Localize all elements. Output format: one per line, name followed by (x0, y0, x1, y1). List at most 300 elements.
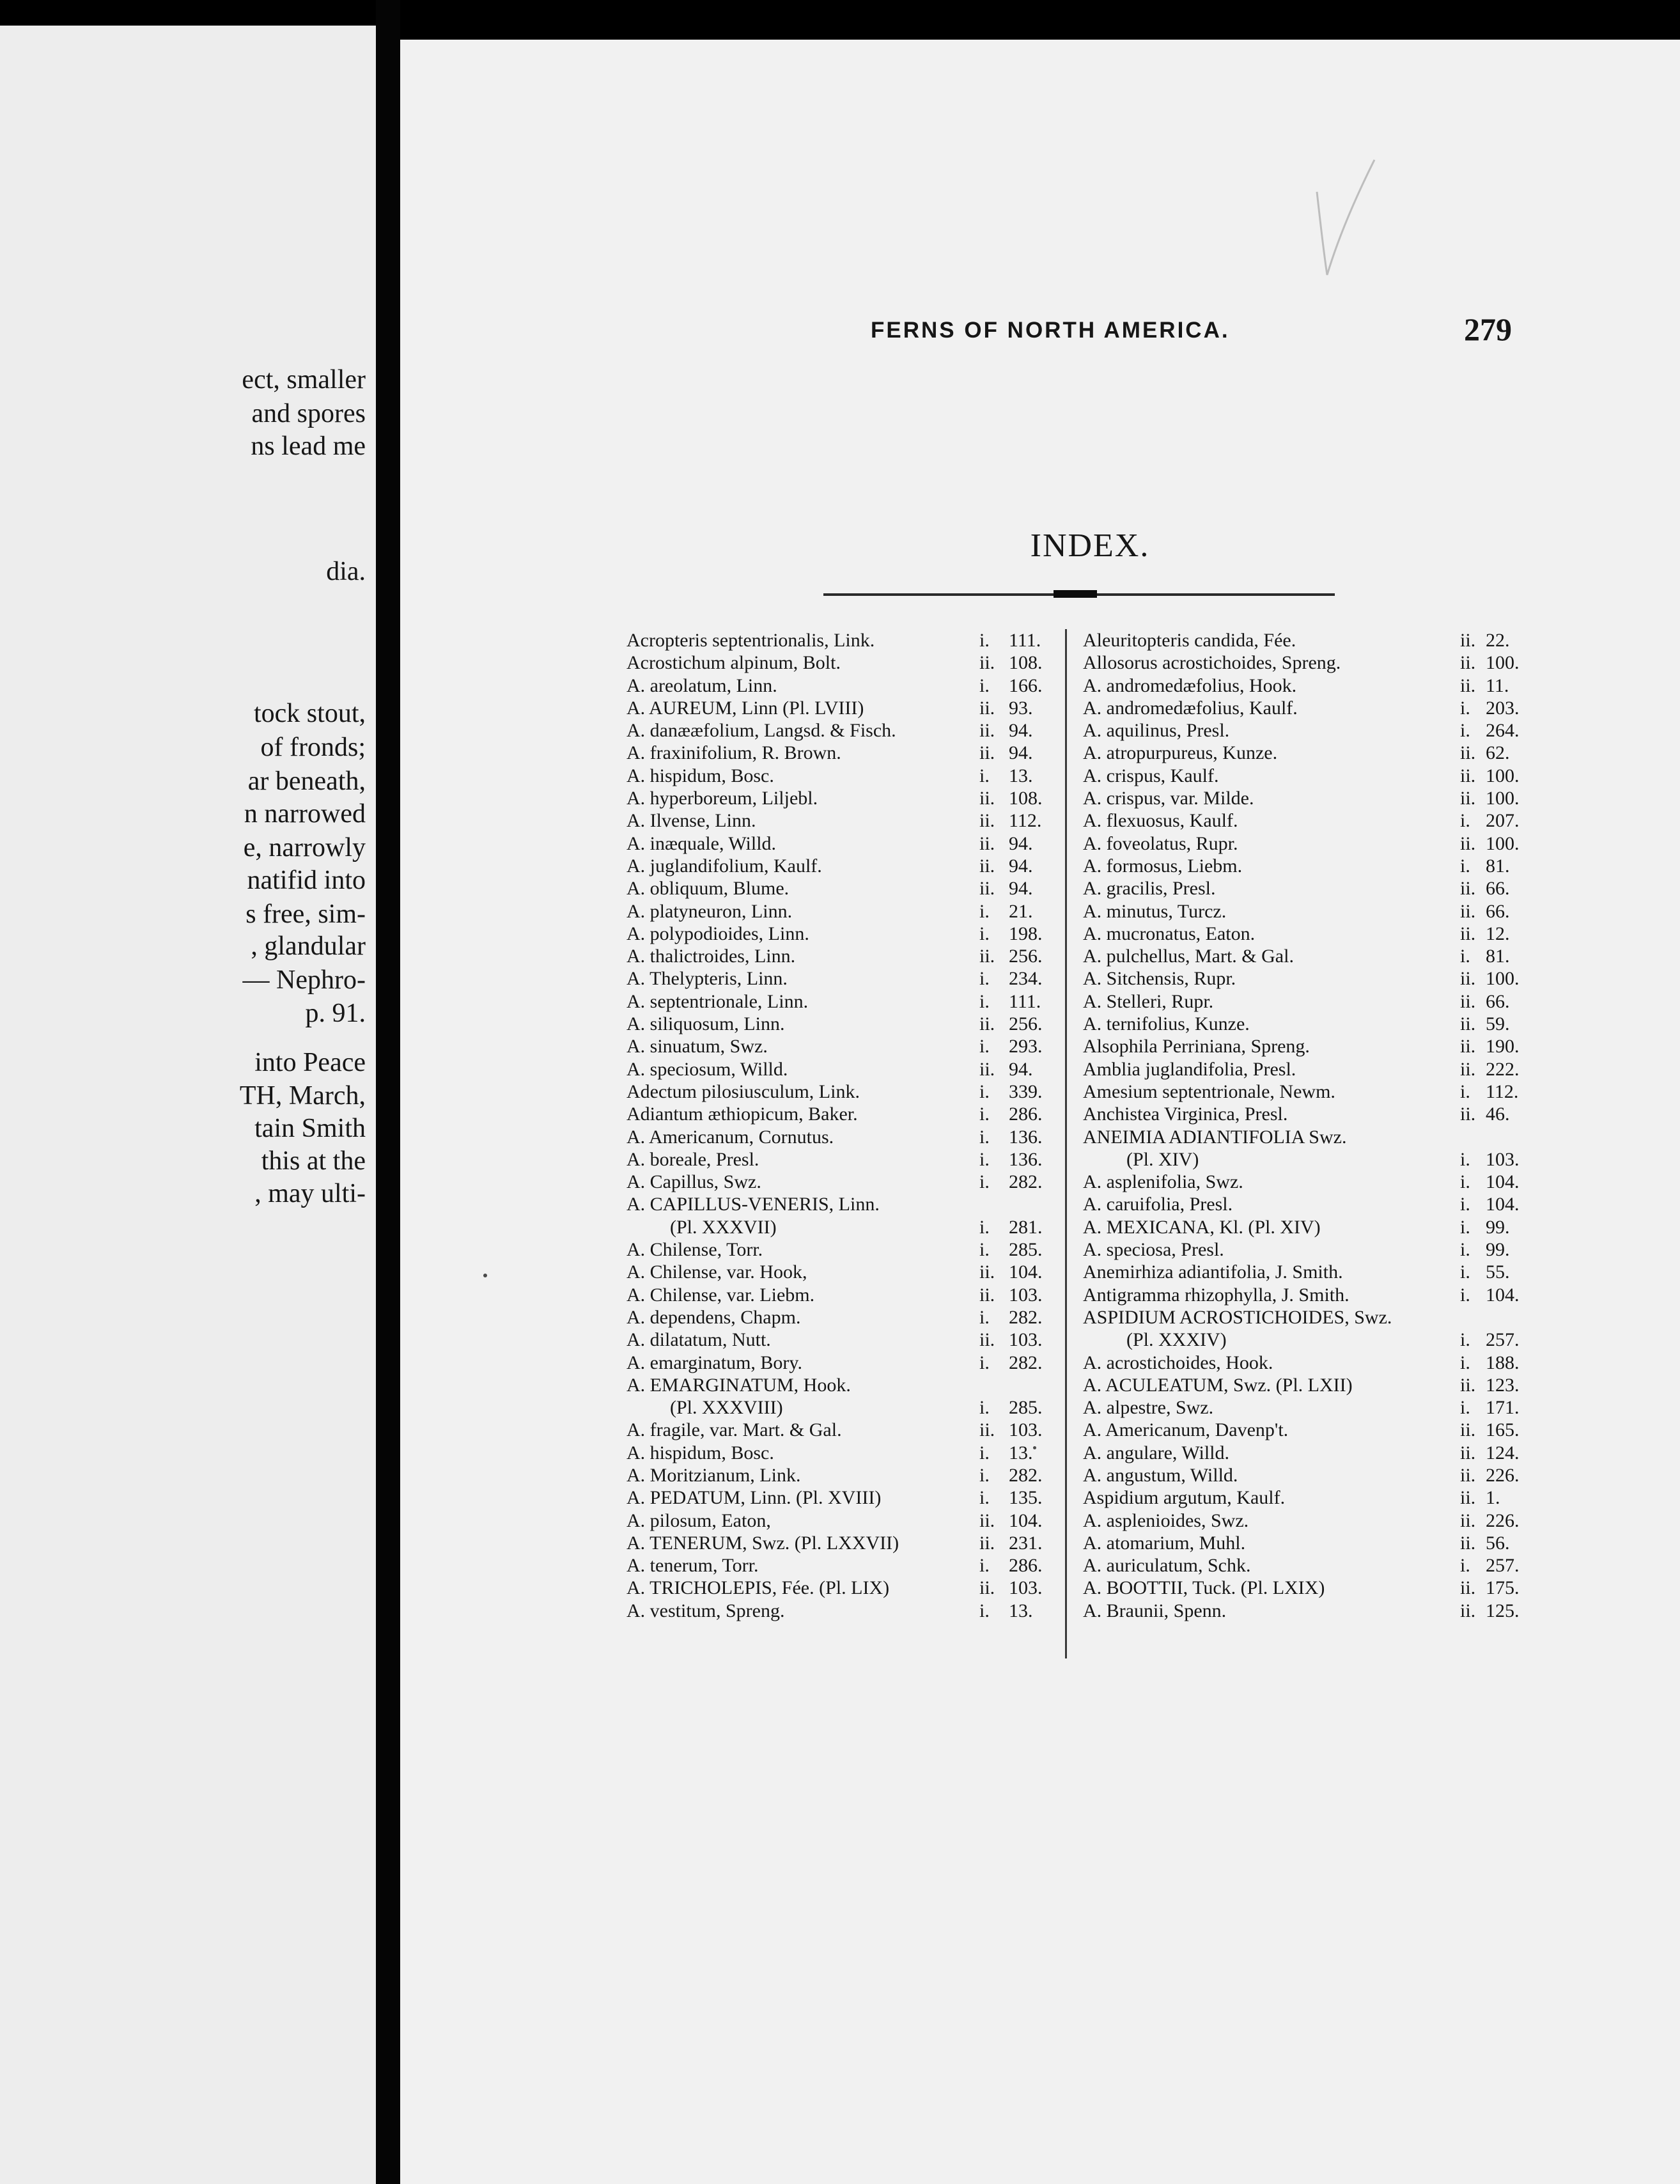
volume-number: ii. (1460, 1600, 1476, 1621)
index-entry (626, 1058, 1062, 1080)
index-entry (1083, 1442, 1524, 1464)
index-entry (626, 855, 1062, 877)
index-entry (1083, 1171, 1524, 1193)
volume-number: ii. (1460, 788, 1476, 809)
page-reference: 257. (1486, 1555, 1520, 1577)
volume-number: i. (1460, 1148, 1470, 1170)
index-entry (626, 1148, 1062, 1171)
volume-number: ii. (979, 1329, 995, 1351)
entry-name: A. platyneuron, Linn. (626, 900, 793, 922)
entry-name: A. pulchellus, Mart. & Gal. (1083, 946, 1294, 967)
index-entry (1083, 832, 1524, 855)
truncated-text-line: , may ulti- (254, 1179, 366, 1208)
page-reference: 94. (1009, 855, 1033, 877)
entry-name: (Pl. XXXVII) (670, 1216, 777, 1238)
index-entry (1083, 742, 1524, 764)
index-entry (626, 675, 1062, 697)
truncated-text-line: ect, smaller (242, 365, 366, 394)
truncated-text-line: of fronds; (260, 733, 366, 762)
index-entry (1083, 1374, 1524, 1396)
volume-number: i. (1460, 1171, 1470, 1193)
truncated-text-line: ns lead me (251, 432, 366, 461)
page-reference: 124. (1486, 1442, 1520, 1463)
page-number: 279 (1464, 311, 1512, 347)
page-reference: 94. (1009, 832, 1033, 854)
entry-name: A. thalictroides, Linn. (626, 946, 796, 967)
index-entry (626, 1442, 1062, 1464)
page-reference: 104. (1009, 1509, 1043, 1531)
entry-name: A. hyperboreum, Liljebl. (626, 788, 818, 809)
volume-number: i. (1460, 1555, 1470, 1577)
page-reference: 256. (1009, 946, 1043, 967)
volume-number: ii. (1460, 1013, 1476, 1035)
entry-name: A. Stelleri, Rupr. (1083, 990, 1214, 1012)
index-entry (1083, 1600, 1524, 1622)
entry-name: Acrostichum alpinum, Bolt. (626, 652, 841, 674)
index-entry (1083, 877, 1524, 900)
volume-number: i. (1460, 946, 1470, 967)
index-entry (626, 1193, 1062, 1215)
page-reference: 111. (1009, 630, 1041, 651)
entry-name: A. vestitum, Spreng. (626, 1600, 785, 1621)
volume-number: i. (1460, 720, 1470, 742)
volume-number: ii. (1460, 765, 1476, 786)
volume-number: i. (1460, 1284, 1470, 1306)
page-reference: 282. (1009, 1171, 1043, 1193)
entry-name: ANEIMIA ADIANTIFOLIA Swz. (1083, 1126, 1347, 1148)
index-entry (626, 809, 1062, 832)
truncated-text-line: tock stout, (254, 699, 366, 728)
truncated-text-line: dia. (326, 557, 366, 586)
index-entry (626, 1554, 1062, 1577)
index-entry (1083, 945, 1524, 967)
heading-rule-ornament (1054, 590, 1097, 598)
index-entry (626, 1374, 1062, 1396)
index-entry (1083, 1148, 1524, 1171)
page-reference: 136. (1009, 1126, 1043, 1148)
index-entry (626, 629, 1062, 651)
entry-name: A. AUREUM, Linn (Pl. LVIII) (626, 697, 864, 719)
entry-name: A. caruifolia, Presl. (1083, 1194, 1233, 1215)
page-reference: 59. (1486, 1013, 1510, 1035)
page-reference: 104. (1486, 1194, 1520, 1215)
index-heading: INDEX. (1030, 527, 1150, 564)
page-reference: 104. (1009, 1261, 1043, 1283)
truncated-text-line: n narrowed (244, 799, 366, 829)
index-column-left (626, 629, 1062, 1622)
index-entry (1083, 1103, 1524, 1125)
page-reference: 100. (1486, 765, 1520, 786)
index-entry (1083, 900, 1524, 923)
page-reference: 94. (1009, 1058, 1033, 1080)
entry-name: A. acrostichoides, Hook. (1083, 1352, 1273, 1373)
entry-name: A. Sitchensis, Rupr. (1083, 968, 1236, 990)
index-entry (1083, 787, 1524, 809)
entry-name: A. angulare, Willd. (1083, 1442, 1230, 1463)
index-entry (1083, 1486, 1524, 1509)
page-reference: 100. (1486, 652, 1520, 674)
volume-number: ii. (979, 742, 995, 764)
page-reference: 13. (1009, 1600, 1033, 1621)
volume-number: ii. (979, 697, 995, 719)
index-entry (626, 967, 1062, 990)
index-entry (1083, 675, 1524, 697)
index-entry (1083, 629, 1524, 651)
volume-number: i. (1460, 1352, 1470, 1373)
entry-name: (Pl. XXXIV) (1126, 1329, 1227, 1351)
index-entry (626, 1352, 1062, 1374)
entry-name: A. dependens, Chapm. (626, 1306, 801, 1328)
page-reference: 81. (1486, 855, 1510, 877)
page-reference: 234. (1009, 968, 1043, 990)
entry-name: Allosorus acrostichoides, Spreng. (1083, 652, 1341, 674)
volume-number: i. (979, 765, 990, 786)
index-entry (1083, 719, 1524, 742)
entry-name: Aleuritopteris candida, Fée. (1083, 630, 1296, 651)
page-reference: 123. (1486, 1374, 1520, 1396)
volume-number: i. (979, 1036, 990, 1057)
page-reference: 282. (1009, 1306, 1043, 1328)
entry-name: Amblia juglandifolia, Presl. (1083, 1058, 1296, 1080)
volume-number: ii. (979, 878, 995, 900)
volume-number: i. (1460, 855, 1470, 877)
entry-name: A. EMARGINATUM, Hook. (626, 1374, 851, 1396)
entry-name: A. Chilense, var. Hook, (626, 1261, 807, 1283)
truncated-text-line: into Peace (254, 1048, 366, 1077)
volume-number: ii. (1460, 878, 1476, 900)
volume-number: ii. (979, 1577, 995, 1599)
entry-name: A. Capillus, Swz. (626, 1171, 761, 1193)
truncated-text-line: e, narrowly (243, 833, 366, 862)
volume-number: i. (979, 1126, 990, 1148)
entry-name: Anemirhiza adiantifolia, J. Smith. (1083, 1261, 1343, 1283)
entry-name: A. Americanum, Cornutus. (626, 1126, 834, 1148)
volume-number: ii. (979, 946, 995, 967)
page-reference: 108. (1009, 652, 1043, 674)
page-reference: 198. (1009, 923, 1043, 944)
page-reference: 188. (1486, 1352, 1520, 1373)
page-reference: 203. (1486, 697, 1520, 719)
page-reference: 112. (1486, 1080, 1519, 1102)
volume-number: ii. (979, 788, 995, 809)
index-entry (1083, 1464, 1524, 1486)
page-reference: 286. (1009, 1555, 1043, 1577)
page-reference: 66. (1486, 990, 1510, 1012)
entry-name: A. polypodioides, Linn. (626, 923, 809, 944)
index-entry (1083, 809, 1524, 832)
index-entry (1083, 1396, 1524, 1419)
page-reference: 136. (1009, 1148, 1043, 1170)
volume-number: ii. (1460, 1104, 1476, 1125)
index-entry (1083, 765, 1524, 787)
entry-name: (Pl. XXXVIII) (670, 1397, 783, 1419)
page-reference: 282. (1009, 1352, 1043, 1373)
entry-name: A. hispidum, Bosc. (626, 1442, 774, 1463)
entry-name: A. flexuosus, Kaulf. (1083, 810, 1238, 832)
entry-name: Antigramma rhizophylla, J. Smith. (1083, 1284, 1349, 1306)
page-reference: 103. (1486, 1148, 1520, 1170)
page-reference: 100. (1486, 788, 1520, 809)
entry-name: A. Chilense, var. Liebm. (626, 1284, 815, 1306)
index-entry (1083, 651, 1524, 674)
index-entry (626, 923, 1062, 945)
index-entry (626, 877, 1062, 900)
page-reference: 166. (1009, 675, 1043, 696)
entry-name: A. auriculatum, Schk. (1083, 1555, 1251, 1577)
entry-name: A. inæquale, Willd. (626, 832, 777, 854)
volume-number: ii. (1460, 1374, 1476, 1396)
page-reference: 165. (1486, 1419, 1520, 1441)
entry-name: A. tenerum, Torr. (626, 1555, 759, 1577)
index-entry (626, 1396, 1062, 1419)
volume-number: i. (1460, 1194, 1470, 1215)
volume-number: ii. (979, 810, 995, 832)
index-entry (626, 719, 1062, 742)
page-reference: 94. (1009, 742, 1033, 764)
index-entry (626, 1306, 1062, 1329)
entry-name: A. fraxinifolium, R. Brown. (626, 742, 841, 764)
index-entry (1083, 923, 1524, 945)
page-reference: 226. (1486, 1509, 1520, 1531)
truncated-text-line: — Nephro- (242, 965, 366, 995)
index-entry (1083, 1532, 1524, 1554)
entry-name: A. TENERUM, Swz. (Pl. LXXVII) (626, 1532, 899, 1554)
entry-name: A. foveolatus, Rupr. (1083, 832, 1238, 854)
index-entry (1083, 697, 1524, 719)
volume-number: i. (979, 968, 990, 990)
volume-number: ii. (1460, 1036, 1476, 1057)
page-reference: 21. (1009, 900, 1033, 922)
page-reference: 175. (1486, 1577, 1520, 1599)
volume-number: i. (1460, 1261, 1470, 1283)
page-reference: 286. (1009, 1104, 1043, 1125)
entry-name: A. MEXICANA, Kl. (Pl. XIV) (1083, 1216, 1321, 1238)
entry-name: A. pilosum, Eaton, (626, 1509, 771, 1531)
page-reference: 339. (1009, 1080, 1043, 1102)
truncated-text-line: and spores (251, 399, 366, 428)
volume-number: i. (979, 1306, 990, 1328)
truncated-text-line: TH, March, (239, 1081, 366, 1111)
entry-name: A. BOOTTII, Tuck. (Pl. LXIX) (1083, 1577, 1325, 1599)
volume-number: ii. (1460, 968, 1476, 990)
entry-name: A. Braunii, Spenn. (1083, 1600, 1227, 1621)
entry-name: A. fragile, var. Mart. & Gal. (626, 1419, 842, 1441)
index-entry (1083, 1126, 1524, 1148)
entry-name: A. asplenifolia, Swz. (1083, 1171, 1243, 1193)
volume-number: ii. (1460, 990, 1476, 1012)
page-reference: 94. (1009, 720, 1033, 742)
volume-number: ii. (979, 720, 995, 742)
page-reference: 125. (1486, 1600, 1520, 1621)
volume-number: i. (979, 630, 990, 651)
page-reference: 264. (1486, 720, 1520, 742)
page-reference: 103. (1009, 1419, 1043, 1441)
entry-name: A. crispus, Kaulf. (1083, 765, 1219, 786)
entry-name: A. angustum, Willd. (1083, 1464, 1238, 1486)
entry-name: Aspidium argutum, Kaulf. (1083, 1487, 1286, 1509)
page-reference: 103. (1009, 1284, 1043, 1306)
truncated-text-line: p. 91. (305, 999, 366, 1028)
entry-name: A. danææfolium, Langsd. & Fisch. (626, 720, 896, 742)
index-entry (1083, 967, 1524, 990)
entry-name: A. areolatum, Linn. (626, 675, 777, 696)
volume-number: i. (979, 1487, 990, 1509)
volume-number: i. (1460, 1397, 1470, 1419)
page-reference: 293. (1009, 1036, 1043, 1057)
entry-name: A. Thelypteris, Linn. (626, 968, 788, 990)
index-entry (1083, 1261, 1524, 1283)
book-gutter (376, 0, 400, 2184)
entry-name: A. aquilinus, Presl. (1083, 720, 1230, 742)
index-entry (626, 1532, 1062, 1554)
entry-name: A. mucronatus, Eaton. (1083, 923, 1256, 944)
paper-speck (483, 1274, 487, 1277)
volume-number: ii. (979, 1261, 995, 1283)
entry-name: A. andromedæfolius, Kaulf. (1083, 697, 1298, 719)
index-entry (626, 1013, 1062, 1035)
page-reference: 66. (1486, 900, 1510, 922)
page-reference: 222. (1486, 1058, 1520, 1080)
index-entry (626, 1080, 1062, 1103)
volume-number: i. (979, 1442, 990, 1463)
index-entry (626, 651, 1062, 674)
entry-name: A. andromedæfolius, Hook. (1083, 675, 1297, 696)
page-reference: 55. (1486, 1261, 1510, 1283)
page-reference: 190. (1486, 1036, 1520, 1057)
page-reference: 231. (1009, 1532, 1043, 1554)
page-reference: 103. (1009, 1329, 1043, 1351)
index-entry (626, 1464, 1062, 1486)
volume-number: i. (979, 675, 990, 696)
entry-name: A. Moritzianum, Link. (626, 1464, 801, 1486)
index-entry (1083, 1419, 1524, 1441)
entry-name: A. asplenioides, Swz. (1083, 1509, 1249, 1531)
left-page (0, 26, 376, 2184)
volume-number: i. (979, 1555, 990, 1577)
index-entry (626, 1261, 1062, 1283)
index-entry (626, 832, 1062, 855)
index-entry (1083, 990, 1524, 1013)
index-entry (626, 1600, 1062, 1622)
truncated-text-line: this at the (261, 1146, 366, 1176)
entry-name: Adiantum æthiopicum, Baker. (626, 1104, 858, 1125)
volume-number: ii. (1460, 1577, 1476, 1599)
page-reference: 100. (1486, 832, 1520, 854)
volume-number: ii. (979, 1284, 995, 1306)
entry-name: Amesium septentrionale, Newm. (1083, 1080, 1335, 1102)
entry-name: A. speciosum, Willd. (626, 1058, 788, 1080)
volume-number: i. (1460, 1239, 1470, 1261)
volume-number: i. (979, 900, 990, 922)
index-entry (1083, 1509, 1524, 1532)
truncated-text-line: tain Smith (254, 1114, 366, 1143)
volume-number: i. (1460, 697, 1470, 719)
index-entry (626, 742, 1062, 764)
page-reference: 56. (1486, 1532, 1510, 1554)
page-reference: 94. (1009, 878, 1033, 900)
page-reference: 257. (1486, 1329, 1520, 1351)
entry-name: A. juglandifolium, Kaulf. (626, 855, 822, 877)
index-entry (1083, 1238, 1524, 1261)
entry-name: A. sinuatum, Swz. (626, 1036, 768, 1057)
page-reference: 135. (1009, 1487, 1043, 1509)
right-page (400, 40, 1680, 2184)
entry-name: A. siliquosum, Linn. (626, 1013, 785, 1035)
pencil-check-mark (1304, 153, 1381, 281)
entry-name: A. alpestre, Swz. (1083, 1397, 1214, 1419)
index-entry (1083, 1035, 1524, 1057)
entry-name: Alsophila Perriniana, Spreng. (1083, 1036, 1310, 1057)
index-entry (626, 945, 1062, 967)
page-reference: 81. (1486, 946, 1510, 967)
entry-name: A. obliquum, Blume. (626, 878, 789, 900)
index-entry (1083, 1554, 1524, 1577)
index-entry (1083, 1193, 1524, 1215)
page-reference: 104. (1486, 1171, 1520, 1193)
page-reference: 207. (1486, 810, 1520, 832)
index-entry (626, 1103, 1062, 1125)
volume-number: ii. (1460, 923, 1476, 944)
index-entry (626, 1284, 1062, 1306)
index-entry (626, 1171, 1062, 1193)
volume-number: i. (979, 1239, 990, 1261)
page-reference: 12. (1486, 923, 1510, 944)
column-divider (1065, 629, 1067, 1658)
entry-name: A. boreale, Presl. (626, 1148, 759, 1170)
index-entry (626, 1419, 1062, 1441)
volume-number: i. (979, 1397, 990, 1419)
volume-number: ii. (1460, 1442, 1476, 1463)
entry-name: (Pl. XIV) (1126, 1148, 1199, 1170)
entry-name: A. atomarium, Muhl. (1083, 1532, 1246, 1554)
page-reference: 13. (1009, 1442, 1033, 1463)
page-reference: 104. (1486, 1284, 1520, 1306)
volume-number: i. (1460, 1080, 1470, 1102)
page-reference: 13. (1009, 765, 1033, 786)
entry-name: A. dilatatum, Nutt. (626, 1329, 771, 1351)
page-reference: 62. (1486, 742, 1510, 764)
volume-number: i. (979, 1080, 990, 1102)
page-reference: 281. (1009, 1216, 1043, 1238)
volume-number: ii. (1460, 1487, 1476, 1509)
page-reference: 282. (1009, 1464, 1043, 1486)
entry-name: A. CAPILLUS-VENERIS, Linn. (626, 1194, 880, 1215)
entry-name: A. minutus, Turcz. (1083, 900, 1227, 922)
index-entry (1083, 855, 1524, 877)
index-entry (626, 697, 1062, 719)
volume-number: ii. (979, 855, 995, 877)
entry-name: A. Chilense, Torr. (626, 1239, 763, 1261)
volume-number: i. (979, 990, 990, 1012)
page-reference: 22. (1486, 630, 1510, 651)
running-title: FERNS OF NORTH AMERICA. (871, 318, 1230, 343)
index-entry (626, 1126, 1062, 1148)
entry-name: A. PEDATUM, Linn. (Pl. XVIII) (626, 1487, 882, 1509)
index-entry (626, 1329, 1062, 1351)
entry-name: ASPIDIUM ACROSTICHOIDES, Swz. (1083, 1306, 1392, 1328)
volume-number: ii. (979, 1509, 995, 1531)
volume-number: ii. (979, 1532, 995, 1554)
page-reference: 256. (1009, 1013, 1043, 1035)
page-reference: 226. (1486, 1464, 1520, 1486)
volume-number: i. (1460, 1216, 1470, 1238)
page-reference: 11. (1486, 675, 1509, 696)
volume-number: i. (979, 1104, 990, 1125)
volume-number: ii. (1460, 900, 1476, 922)
volume-number: ii. (1460, 1532, 1476, 1554)
volume-number: ii. (979, 1419, 995, 1441)
page-reference: 285. (1009, 1239, 1043, 1261)
